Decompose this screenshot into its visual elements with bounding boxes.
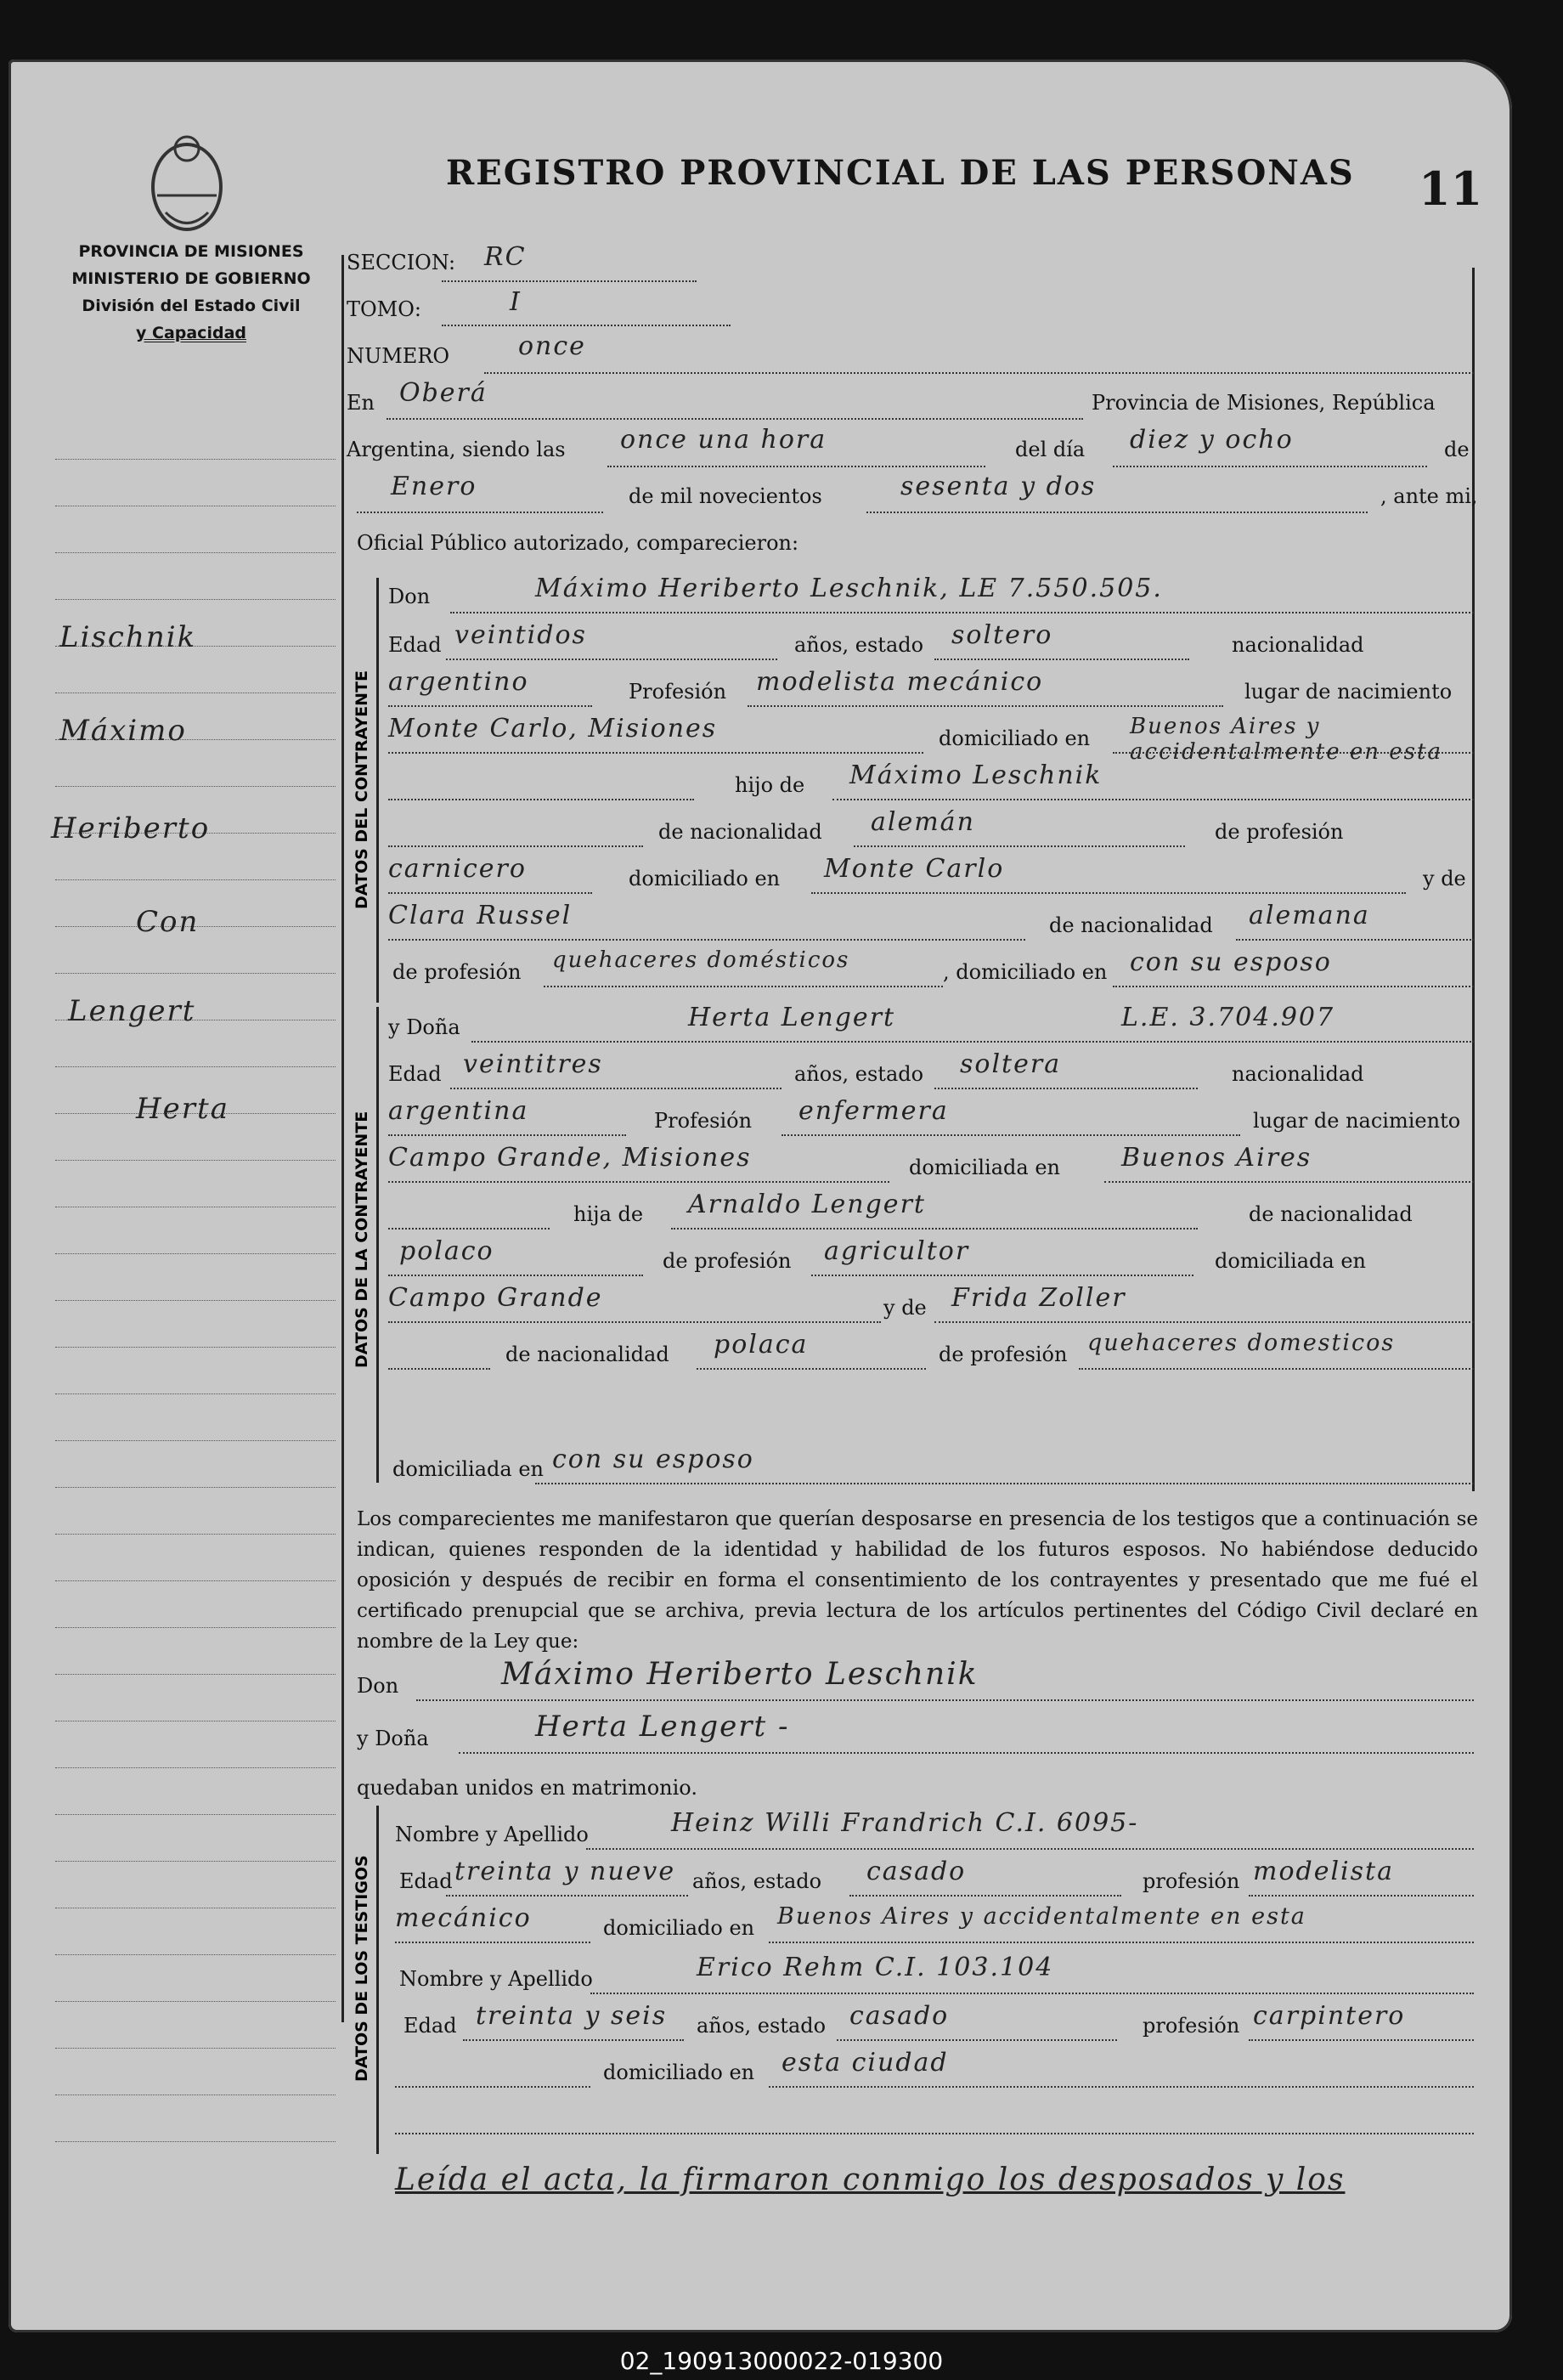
- madre-nacionalidad: alemana: [1249, 901, 1370, 930]
- profesion-label: Profesión: [629, 680, 727, 704]
- office-line: PROVINCIA DE MISIONES: [78, 242, 304, 261]
- padre-nacionalidad: polaco: [399, 1236, 494, 1266]
- testigo-1-profesion: modelista: [1253, 1857, 1394, 1886]
- edad-label: Edad: [388, 633, 442, 657]
- padre-domicilio: Campo Grande: [388, 1283, 603, 1313]
- margin-name: Lengert: [68, 994, 196, 1028]
- dia-value: diez y ocho: [1130, 425, 1294, 455]
- tomo-value: I: [510, 287, 522, 317]
- madre-domicilio-label: , domiciliado en: [943, 960, 1108, 984]
- nacionalidad-value: argentina: [388, 1096, 529, 1126]
- sidebar-rule-line: [55, 2001, 336, 2002]
- sidebar-rule-line: [55, 2141, 336, 2142]
- dona-label: y Doña: [357, 1727, 429, 1750]
- edad-value: veintidos: [454, 620, 587, 650]
- testigo-profesion-label: profesión: [1143, 2014, 1240, 2038]
- sidebar-rule-line: [55, 1440, 336, 1441]
- estado-label: años, estado: [794, 1062, 924, 1086]
- margin-name: Máximo: [59, 714, 187, 748]
- sidebar-rule-line: [55, 1954, 336, 1955]
- testigo-edad-label: Edad: [399, 1869, 453, 1893]
- testigo-1-domicilio: Buenos Aires y accidentalmente en esta: [777, 1903, 1306, 1930]
- numero-label: NUMERO: [347, 344, 450, 368]
- en-label: En: [347, 391, 375, 415]
- argentina-text: Argentina, siendo las: [347, 438, 566, 461]
- contrayente-nombre: Herta Lengert: [688, 1003, 896, 1032]
- issuing-office: [51, 238, 331, 347]
- sidebar-rule-line: [55, 1627, 336, 1628]
- sidebar-rule-line: [55, 1253, 336, 1254]
- lugar-value: Oberá: [399, 378, 488, 408]
- estado-value: soltero: [951, 620, 1053, 650]
- nacionalidad-value: argentino: [388, 667, 529, 697]
- sidebar-rule-line: [55, 1487, 336, 1488]
- padre-domicilio-label: domiciliado en: [629, 867, 781, 890]
- madre-nacionalidad: polaca: [714, 1330, 809, 1360]
- sidebar-rule-line: [55, 1814, 336, 1815]
- testigo-1-nombre: Heinz Willi Frandrich C.I. 6095-: [671, 1808, 1139, 1838]
- provincia-text: Provincia de Misiones, República: [1092, 391, 1436, 415]
- page-number: 11: [1419, 161, 1483, 216]
- dona-label: y Doña: [388, 1015, 460, 1039]
- hora-value: once una hora: [620, 425, 827, 455]
- lugar-nacimiento-value: Campo Grande, Misiones: [388, 1143, 752, 1173]
- seccion-value: RC: [484, 242, 527, 272]
- sidebar-rule-line: [55, 1580, 336, 1581]
- testigo-1-estado: casado: [866, 1857, 967, 1886]
- testigo-estado-label: años, estado: [692, 1869, 822, 1893]
- testigo-2-edad: treinta y seis: [476, 2001, 668, 2031]
- sidebar-rule-line: [55, 1160, 336, 1161]
- madre-domicilio: con su esposo: [552, 1444, 754, 1474]
- padre-nacionalidad: alemán: [871, 807, 975, 837]
- sidebar-rule-line: [55, 1066, 336, 1067]
- padre-nombre: Arnaldo Lengert: [688, 1190, 926, 1219]
- sidebar-rule-line: [55, 1534, 336, 1535]
- margin-name: Heriberto: [51, 811, 211, 845]
- estado-label: años, estado: [794, 633, 924, 657]
- ante-label: , ante mi,: [1380, 484, 1478, 508]
- madre-domicilio-label: domiciliada en: [392, 1457, 544, 1481]
- madre-nombre: Clara Russel: [388, 901, 573, 930]
- testigo-domicilio-label: domiciliado en: [603, 2061, 755, 2084]
- section-bar: [376, 1806, 379, 2154]
- madre-profesion: quehaceres domesticos: [1087, 1330, 1396, 1356]
- dia-label: del día: [1015, 438, 1086, 461]
- domiciliado-label: domiciliado en: [939, 726, 1091, 750]
- hija-label: hija de: [573, 1202, 644, 1226]
- domicilio-value: Buenos Aires: [1121, 1143, 1312, 1173]
- contrayente-nombre: Máximo Heriberto Leschnik, LE 7.550.505.: [535, 574, 1163, 603]
- oficial-text: Oficial Público autorizado, comparecieron:: [357, 531, 799, 555]
- padre-nacionalidad-label: de nacionalidad: [658, 820, 822, 844]
- testigo-edad-label: Edad: [403, 2014, 457, 2038]
- sidebar-rule-line: [55, 552, 336, 553]
- declaration-dona: Herta Lengert -: [535, 1710, 790, 1744]
- testigo-nombre-label: Nombre y Apellido: [395, 1823, 589, 1846]
- lugar-nacimiento-label: lugar de nacimiento: [1244, 680, 1453, 704]
- sidebar-rule-line: [55, 599, 336, 600]
- anio-label: de mil novecientos: [629, 484, 822, 508]
- declaration-don: Máximo Heriberto Leschnik: [501, 1657, 979, 1692]
- sidebar-rule-line: [55, 459, 336, 460]
- madre-profesion-label: de profesión: [392, 960, 522, 984]
- nacionalidad-label: nacionalidad: [1232, 633, 1364, 657]
- testigo-2-domicilio: esta ciudad: [782, 2048, 949, 2078]
- sidebar-rule-line: [55, 1767, 336, 1768]
- madre-profesion: quehaceres domésticos: [552, 947, 850, 973]
- sidebar-rule-line: [55, 1861, 336, 1862]
- sidebar-rule-line: [55, 2048, 336, 2049]
- profesion-value: modelista mecánico: [756, 667, 1044, 697]
- padre-profesion: carnicero: [388, 854, 527, 884]
- sidebar-rule-line: [55, 1674, 336, 1675]
- nacionalidad-label: nacionalidad: [1232, 1062, 1364, 1086]
- quedaban-text: quedaban unidos en matrimonio.: [357, 1776, 697, 1800]
- closing-text: Leída el acta, la firmaron conmigo los desposados y los: [395, 2162, 1346, 2197]
- margin-name: Lischnik: [59, 620, 197, 654]
- section-label-testigos: DATOS DE LOS TESTIGOS: [353, 1855, 371, 2082]
- testigo-profesion-label: profesión: [1143, 1869, 1240, 1893]
- testigo-2-estado: casado: [849, 2001, 950, 2031]
- padre-domicilio: Monte Carlo: [824, 854, 1005, 884]
- sidebar-rule-line: [55, 786, 336, 787]
- lugar-nacimiento-value: Monte Carlo, Misiones: [388, 714, 718, 743]
- testigo-nombre-label: Nombre y Apellido: [399, 1967, 593, 1991]
- de-label: de: [1444, 438, 1470, 461]
- edad-value: veintitres: [463, 1049, 603, 1079]
- profesion-label: Profesión: [654, 1109, 753, 1133]
- y-de-label: y de: [1423, 867, 1466, 890]
- tomo-label: TOMO:: [347, 297, 422, 321]
- y-de-label: y de: [883, 1296, 927, 1320]
- testigo-1-profesion-cont: mecánico: [395, 1903, 532, 1933]
- madre-domicilio: con su esposo: [1130, 947, 1332, 977]
- lugar-nacimiento-label: lugar de nacimiento: [1253, 1109, 1461, 1133]
- section-bar: [376, 578, 379, 1003]
- sidebar-rule-line: [55, 1300, 336, 1301]
- section-label-contrayente: DATOS DEL CONTRAYENTE: [353, 670, 371, 909]
- coat-of-arms-icon: [136, 127, 238, 238]
- testigo-2-nombre: Erico Rehm C.I. 103.104: [697, 1953, 1054, 1982]
- page-title: REGISTRO PROVINCIAL DE LAS PERSONAS: [446, 153, 1355, 193]
- don-label: Don: [357, 1674, 399, 1698]
- testigo-2-profesion: carpintero: [1253, 2001, 1406, 2031]
- testigo-estado-label: años, estado: [697, 2014, 827, 2038]
- seccion-label: SECCION:: [347, 251, 456, 274]
- edad-label: Edad: [388, 1062, 442, 1086]
- section-label-contrayente: DATOS DE LA CONTRAYENTE: [353, 1111, 371, 1368]
- padre-nacionalidad-label: de nacionalidad: [1249, 1202, 1413, 1226]
- domicilio-value: Buenos Aires y accidentalmente en esta: [1130, 714, 1442, 765]
- don-label: Don: [388, 585, 431, 608]
- madre-profesion-label: de profesión: [939, 1343, 1068, 1366]
- column-divider: [341, 255, 344, 2022]
- testigo-domicilio-label: domiciliado en: [603, 1916, 755, 1940]
- image-caption: 02_190913000022-019300: [619, 2347, 944, 2375]
- anio-value: sesenta y dos: [900, 472, 1097, 501]
- contrayente-documento: L.E. 3.704.907: [1121, 1003, 1335, 1032]
- numero-value: once: [518, 331, 586, 361]
- right-border: [1472, 268, 1475, 1491]
- hijo-label: hijo de: [735, 773, 805, 797]
- sidebar-rule-line: [55, 973, 336, 974]
- declaration-paragraph: Los comparecientes me manifestaron que querían desposarse en presencia de los testigos que a continuación se indican, quienes responden de la identidad y habilidad de los futuros esposos. No habiéndose deducido oposición y después de recibir en forma el consentimiento de los contrayentes y presentado que me fué el certificado prenupcial que se archiva, previa lectura de los artículos pertinentes del Código Civil declaré en nombre de la Ley que:: [357, 1508, 1478, 1653]
- domiciliada-label: domiciliada en: [909, 1156, 1060, 1179]
- section-bar: [376, 1007, 379, 1483]
- margin-name: Con: [136, 905, 200, 939]
- padre-profesion-label: de profesión: [1215, 820, 1344, 844]
- testigo-1-edad: treinta y nueve: [454, 1857, 676, 1886]
- madre-nacionalidad-label: de nacionalidad: [505, 1343, 669, 1366]
- office-line: y Capacidad: [136, 324, 246, 342]
- padre-profesion-label: de profesión: [663, 1249, 792, 1273]
- padre-nombre: Máximo Leschnik: [849, 760, 1103, 790]
- profesion-value: enfermera: [798, 1096, 949, 1126]
- sidebar-rule-line: [55, 879, 336, 880]
- madre-nacionalidad-label: de nacionalidad: [1049, 913, 1213, 937]
- office-line: División del Estado Civil: [82, 297, 301, 315]
- mes-value: Enero: [391, 472, 477, 501]
- madre-nombre: Frida Zoller: [951, 1283, 1126, 1313]
- margin-name: Herta: [136, 1092, 229, 1126]
- sidebar-rule-line: [55, 1347, 336, 1348]
- estado-value: soltera: [960, 1049, 1062, 1079]
- office-line: MINISTERIO DE GOBIERNO: [71, 269, 311, 288]
- record-page: [8, 59, 1512, 2332]
- padre-profesion: agricultor: [824, 1236, 970, 1266]
- padre-domicilio-label: domiciliada en: [1215, 1249, 1366, 1273]
